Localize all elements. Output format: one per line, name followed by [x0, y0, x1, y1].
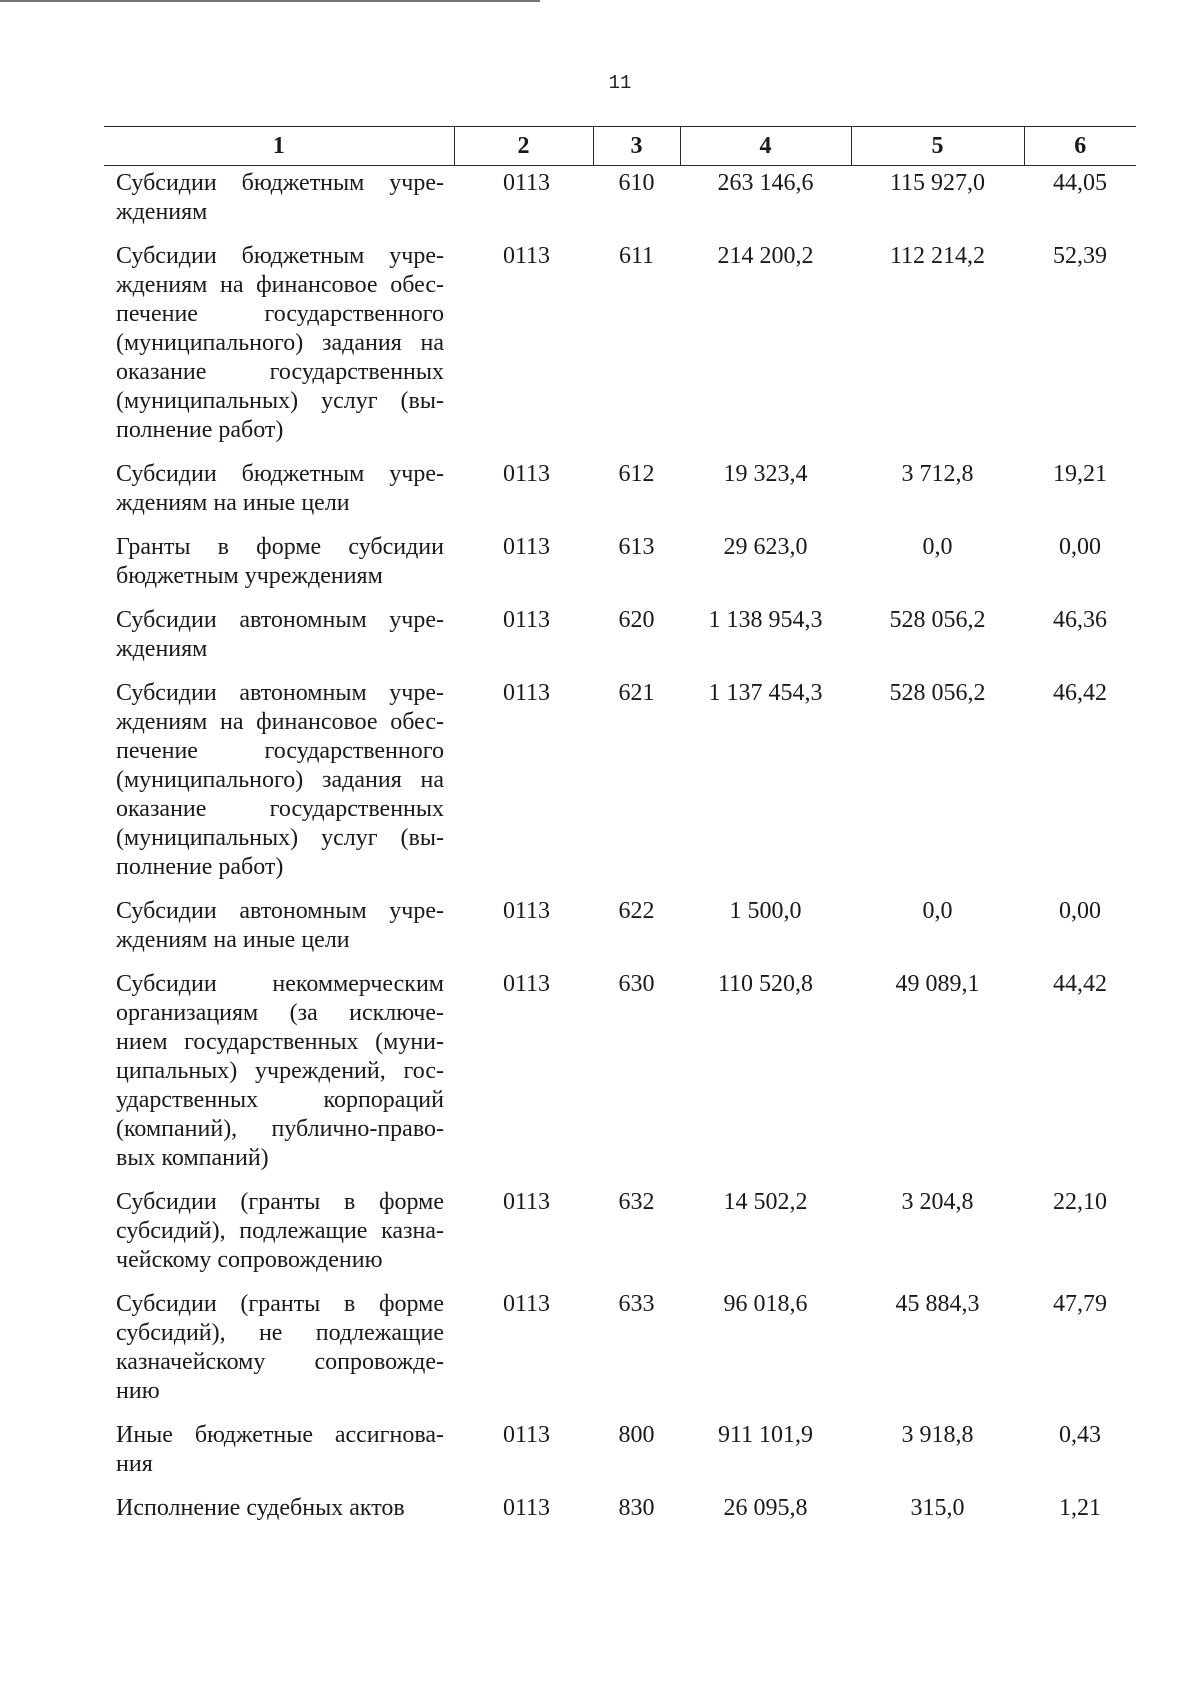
executed-amount: 115 927,0: [889, 170, 986, 196]
execution-percent: 22,10: [1053, 1189, 1107, 1215]
row-name: Иные бюджетные ассигнова-ния: [116, 1422, 444, 1477]
row-name: Субсидии бюджетным учре-ждениям на иные цели: [116, 461, 444, 516]
column-header: 5: [851, 127, 1024, 166]
execution-percent: 0,43: [1059, 1422, 1101, 1448]
top-edge-rule: [0, 0, 540, 2]
table-body: [104, 166, 1136, 1536]
header-row: [104, 127, 1136, 166]
table-row: [104, 1287, 1136, 1418]
expense-type-code: 610: [618, 170, 655, 196]
section-code: 0113: [502, 1291, 551, 1317]
planned-amount: 110 520,8: [717, 971, 814, 997]
planned-amount: 96 018,6: [723, 1291, 808, 1317]
expense-type-code: 620: [618, 607, 655, 633]
row-name: Субсидии бюджетным учре-ждениям на финансовое обес-печение государственного (муниципального) задания на оказание государственных (муниципальных) услуг (вы-полнение работ): [116, 243, 444, 443]
executed-amount: 112 214,2: [889, 243, 986, 269]
table-row: [104, 166, 1136, 240]
executed-amount: 0,0: [922, 534, 953, 560]
executed-amount: 3 204,8: [901, 1189, 974, 1215]
execution-percent: 52,39: [1053, 243, 1107, 269]
executed-amount: 49 089,1: [895, 971, 980, 997]
column-header: 4: [680, 127, 851, 166]
row-name: Субсидии (гранты в форме субсидий), подлежащие казна-чейскому сопровождению: [116, 1189, 444, 1273]
planned-amount: 1 500,0: [729, 898, 802, 924]
expense-type-code: 611: [618, 243, 655, 269]
execution-percent: 44,05: [1053, 170, 1107, 196]
expense-type-code: 622: [618, 898, 655, 924]
column-header: 2: [454, 127, 593, 166]
row-name: Субсидии автономным учре-ждениям: [116, 607, 444, 662]
column-header: 6: [1024, 127, 1136, 166]
column-header: 3: [593, 127, 680, 166]
budget-table: [104, 126, 1136, 1535]
expense-type-code: 633: [618, 1291, 655, 1317]
row-name: Гранты в форме субсидии бюджетным учреждениям: [116, 534, 444, 589]
column-header: 1: [104, 127, 454, 166]
executed-amount: 528 056,2: [889, 680, 986, 706]
section-code: 0113: [502, 461, 551, 487]
expense-type-code: 830: [618, 1495, 655, 1521]
execution-percent: 46,36: [1053, 607, 1107, 633]
page-number: 11: [608, 72, 632, 94]
section-code: 0113: [502, 170, 551, 196]
table-header: [104, 127, 1136, 166]
table-row: [104, 1185, 1136, 1287]
execution-percent: 0,00: [1059, 534, 1101, 560]
section-code: 0113: [502, 1189, 551, 1215]
row-name: Субсидии автономным учре-ждениям на иные цели: [116, 898, 444, 953]
planned-amount: 19 323,4: [723, 461, 808, 487]
table-row: [104, 239, 1136, 457]
table-row: [104, 1418, 1136, 1491]
table-row: [104, 603, 1136, 676]
expense-type-code: 800: [618, 1422, 655, 1448]
row-name: Субсидии автономным учре-ждениям на финансовое обес-печение государственного (муниципального) задания на оказание государственных (муниципальных) услуг (вы-полнение работ): [116, 680, 444, 880]
planned-amount: 14 502,2: [723, 1189, 808, 1215]
executed-amount: 45 884,3: [895, 1291, 980, 1317]
planned-amount: 1 138 954,3: [708, 607, 823, 633]
section-code: 0113: [502, 680, 551, 706]
planned-amount: 29 623,0: [723, 534, 808, 560]
expense-type-code: 613: [618, 534, 655, 560]
expense-type-code: 632: [618, 1189, 655, 1215]
table-row: [104, 676, 1136, 894]
section-code: 0113: [502, 898, 551, 924]
row-name: Субсидии бюджетным учре-ждениям: [116, 170, 444, 225]
expense-type-code: 621: [618, 680, 655, 706]
section-code: 0113: [502, 1422, 551, 1448]
planned-amount: 214 200,2: [717, 243, 814, 269]
expense-type-code: 612: [618, 461, 655, 487]
row-name: Субсидии (гранты в форме субсидий), не подлежащие казначейскому сопровожде-нию: [116, 1291, 444, 1404]
table-row: [104, 530, 1136, 603]
planned-amount: 26 095,8: [723, 1495, 808, 1521]
planned-amount: 1 137 454,3: [708, 680, 823, 706]
execution-percent: 0,00: [1059, 898, 1101, 924]
executed-amount: 0,0: [922, 898, 953, 924]
executed-amount: 315,0: [910, 1495, 965, 1521]
row-name: Субсидии некоммерческим организациям (за исключе-нием государственных (муни-ципальных) учреждений, гос-ударственных корпораций (компаний), публично-право-вых компаний): [116, 971, 444, 1171]
table-row: [104, 967, 1136, 1185]
execution-percent: 19,21: [1053, 461, 1107, 487]
executed-amount: 3 712,8: [901, 461, 974, 487]
table-row: [104, 1491, 1136, 1535]
planned-amount: 911 101,9: [717, 1422, 814, 1448]
expense-type-code: 630: [618, 971, 655, 997]
execution-percent: 1,21: [1059, 1495, 1101, 1521]
planned-amount: 263 146,6: [717, 170, 814, 196]
table-row: [104, 457, 1136, 530]
section-code: 0113: [502, 534, 551, 560]
row-name: Исполнение судебных актов: [116, 1495, 405, 1521]
table-row: [104, 894, 1136, 967]
executed-amount: 528 056,2: [889, 607, 986, 633]
executed-amount: 3 918,8: [901, 1422, 974, 1448]
section-code: 0113: [502, 971, 551, 997]
section-code: 0113: [502, 1495, 551, 1521]
section-code: 0113: [502, 607, 551, 633]
execution-percent: 44,42: [1053, 971, 1107, 997]
execution-percent: 46,42: [1053, 680, 1107, 706]
section-code: 0113: [502, 243, 551, 269]
execution-percent: 47,79: [1053, 1291, 1107, 1317]
